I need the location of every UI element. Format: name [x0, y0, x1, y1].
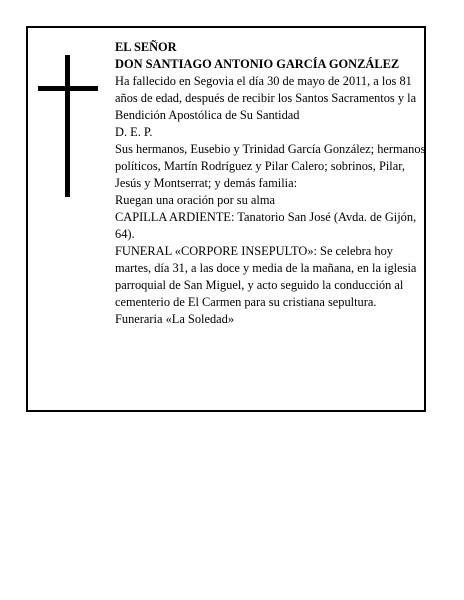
rip-text: D. E. P. — [115, 125, 153, 139]
chapel-info: CAPILLA ARDIENTE: Tanatorio San José (Avda. de Gijón, 64). — [115, 210, 417, 241]
cross-icon — [38, 55, 98, 197]
death-announcement: Ha fallecido en Segovia el día 30 de mayo de 2011, a los 81 años de edad, después de recibir los Santos Sacramentos y la Bendición Apostólica de Su Santidad — [115, 74, 417, 122]
family-list: Sus hermanos, Eusebio y Trinidad García González; hermanos políticos, Martín Rodríguez y Pilar Calero; sobrinos, Pilar, Jesús y Montserrat; y demás familia: — [115, 142, 426, 190]
cross-vertical-bar — [65, 55, 70, 197]
cross-horizontal-bar — [38, 86, 98, 91]
title-line-1: EL SEÑOR — [115, 40, 177, 54]
obituary-text — [115, 39, 427, 328]
prayer-request: Ruegan una oración por su alma — [115, 193, 275, 207]
deceased-name: DON SANTIAGO ANTONIO GARCÍA GONZÁLEZ — [115, 57, 400, 71]
funeral-info: FUNERAL «CORPORE INSEPULTO»: Se celebra hoy martes, día 31, a las doce y media de la mañana, en la iglesia parroquial de San Miguel, y acto seguido la conducción al cementerio de El Carmen para su cristiana sepultura. — [115, 244, 417, 309]
funeral-home: Funeraria «La Soledad» — [115, 312, 235, 326]
